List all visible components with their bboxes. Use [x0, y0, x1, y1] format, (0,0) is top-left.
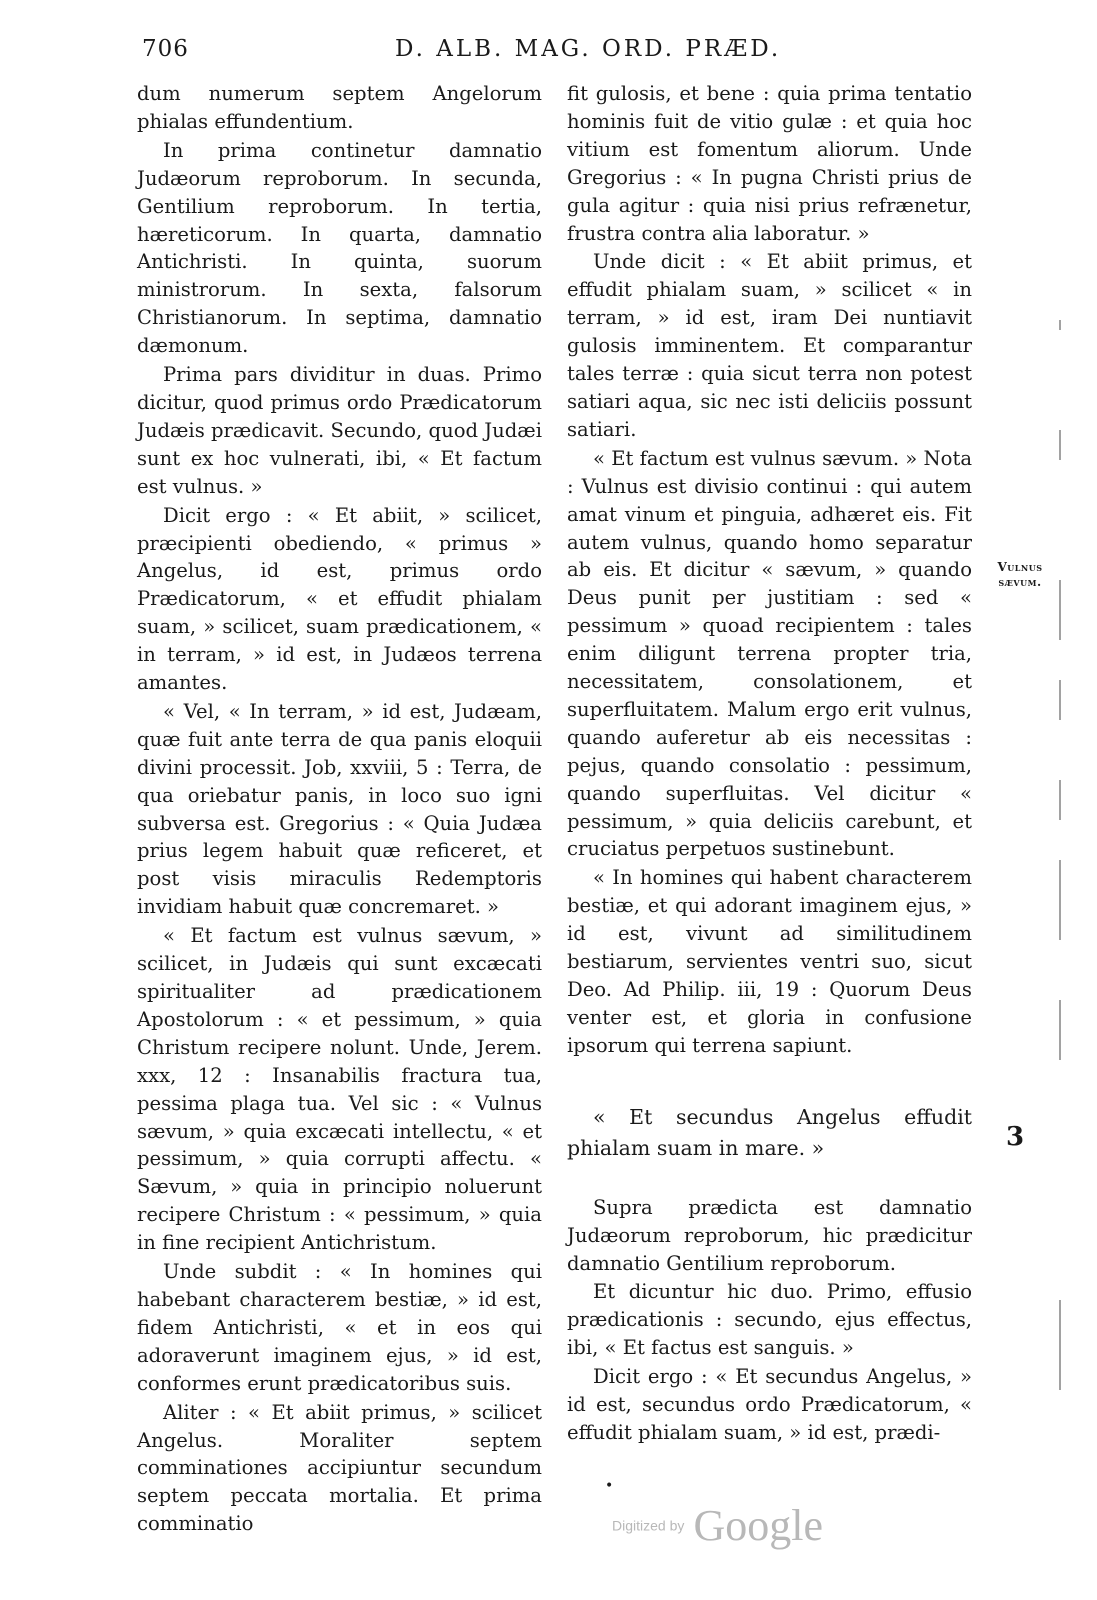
- paragraph: Unde subdit : « In homines qui habebant characterem bestiæ, » id est, fidem Antichristi, « et in eos qui adoraverunt imaginem ejus, » id est, conformes erunt prædicatoribus suis.: [137, 1260, 542, 1395]
- paragraph: Dicit ergo : « Et abiit, » scilicet, præcipienti obediendo, « primus » Angelus, id est, primus ordo Prædicatorum, « et effudit phialam suam, » scilicet, suam prædicationem, « in terram, » id est, in Judæos terrena amantes.: [137, 503, 542, 695]
- margin-note: Vulnus sævum.: [997, 560, 1043, 589]
- watermark-caption: Digitized by: [612, 1517, 685, 1534]
- page-header: [0, 36, 1097, 70]
- page-number: 706: [142, 36, 189, 62]
- scan-edge-marks: [1058, 300, 1064, 1400]
- right-column: [567, 80, 972, 1448]
- paragraph: Dicit ergo : « Et secundus Angelus, » id est, secundus ordo Prædicatorum, « effudit phialam suam, » id est, prædi-: [567, 1365, 972, 1444]
- paragraph: dum numerum septem Angelorum phialas effundentium.: [137, 82, 542, 133]
- footer-mark: •: [605, 1478, 614, 1494]
- paragraph: « In homines qui habent characterem bestiæ, et qui adorant imaginem ejus, » id est, vivunt ad similitudinem bestiarum, servientes ventri suo, sicut Deo. Ad Philip. iii, 19 : Quorum Deus venter est, et gloria in confusione ipsorum qui terrena sapiunt.: [567, 866, 972, 1057]
- paragraph: « Et factum est vulnus sævum, » scilicet, in Judæis qui sunt excæcati spiritualiter ad prædicationem Apostolorum : « et pessimum, » quia Christum recipere nolunt. Unde, Jerem. xxx, 12 : Insanabilis fractura tua, pessima plaga tua. Vel sic : « Vulnus sævum, » quia excæcati intellectu, « et pessimum, » quia corrupti affectu. « Sævum, » quia in principio noluerunt recipere Christum : « pessimum, » quia in fine recipient Antichristum.: [137, 924, 542, 1255]
- scripture-lemma: « Et secundus Angelus effudit phialam suam in mare. »: [567, 1104, 972, 1160]
- verse-number: 3: [1006, 1122, 1025, 1152]
- paragraph: Supra prædicta est damnatio Judæorum reproborum, hic prædicitur damnatio Gentilium reproborum.: [567, 1195, 972, 1275]
- paragraph: Et dicuntur hic duo. Primo, effusio prædicationis : secundo, ejus effectus, ibi, « Et factus est sanguis. »: [567, 1280, 972, 1360]
- digitized-watermark: [612, 1500, 823, 1551]
- paragraph: Prima pars dividitur in duas. Primo dicitur, quod primus ordo Prædicatorum Judæis prædicavit. Secundo, quod Judæi sunt ex hoc vulnerati, ibi, « Et factum est vulnus. »: [137, 363, 542, 498]
- google-logo: Google: [693, 1501, 823, 1550]
- paragraph: Unde dicit : « Et abiit primus, et effudit phialam suam, » scilicet « in terram, » id est, iram Dei nuntiavit gulosis imminentem. Et comparantur tales terræ : quia sicut terra non potest satiari aqua, sic nec isti deliciis possunt satiari.: [567, 250, 972, 441]
- paragraph: Aliter : « Et abiit primus, » scilicet Angelus. Moraliter septem comminationes accipiuntur secundum septem peccata mortalia. Et prima comminatio: [137, 1400, 542, 1536]
- paragraph: « Et factum est vulnus sævum. » Nota : Vulnus est divisio continui : qui autem amat vinum et pinguia, adhæret eis. Fit autem vulnus, quando homo separatur ab eis. Et dicitur « sævum, » quando Deus punit per justitiam : sed « pessimum » quoad recipientem : tales enim diligunt terrena propter tria, necessitatem, consolationem, et superfluitatem. Malum ergo erit vulnus, quando auferetur ab eis necessitas : pejus, quando consolatio : pessimum, quando superfluitas. Vel dicitur « pessimum, » quia deliciis carebunt, et cruciatus perpetuos sustinebunt.: [567, 446, 972, 861]
- left-column: [137, 80, 542, 1539]
- paragraph: « Vel, « In terram, » id est, Judæam, quæ fuit ante terra de qua panis eloquii divini processit. Job, xxviii, 5 : Terra, de qua oriebatur panis, in loco suo igni subversa est. Gregorius : « Quia Judæa prius legem habuit quæ reficeret, et post visis miraculis Redemptoris invidiam habuit quæ concremaret. »: [137, 699, 542, 919]
- running-head: D. ALB. MAG. ORD. PRÆD.: [395, 36, 782, 62]
- paragraph: fit gulosis, et bene : quia prima tentatio hominis fuit de vitio gulæ : et quia hoc vitium est fomentum aliorum. Unde Gregorius : « In pugna Christi prius de gula agitur : quia nisi prius refrænetur, frustra contra alia laboratur. »: [567, 82, 972, 245]
- paragraph: In prima continetur damnatio Judæorum reproborum. In secunda, Gentilium reproborum. In tertia, hæreticorum. In quarta, damnatio Antichristi. In quinta, suorum ministrorum. In sexta, falsorum Christianorum. In septima, damnatio dæmonum.: [137, 138, 542, 358]
